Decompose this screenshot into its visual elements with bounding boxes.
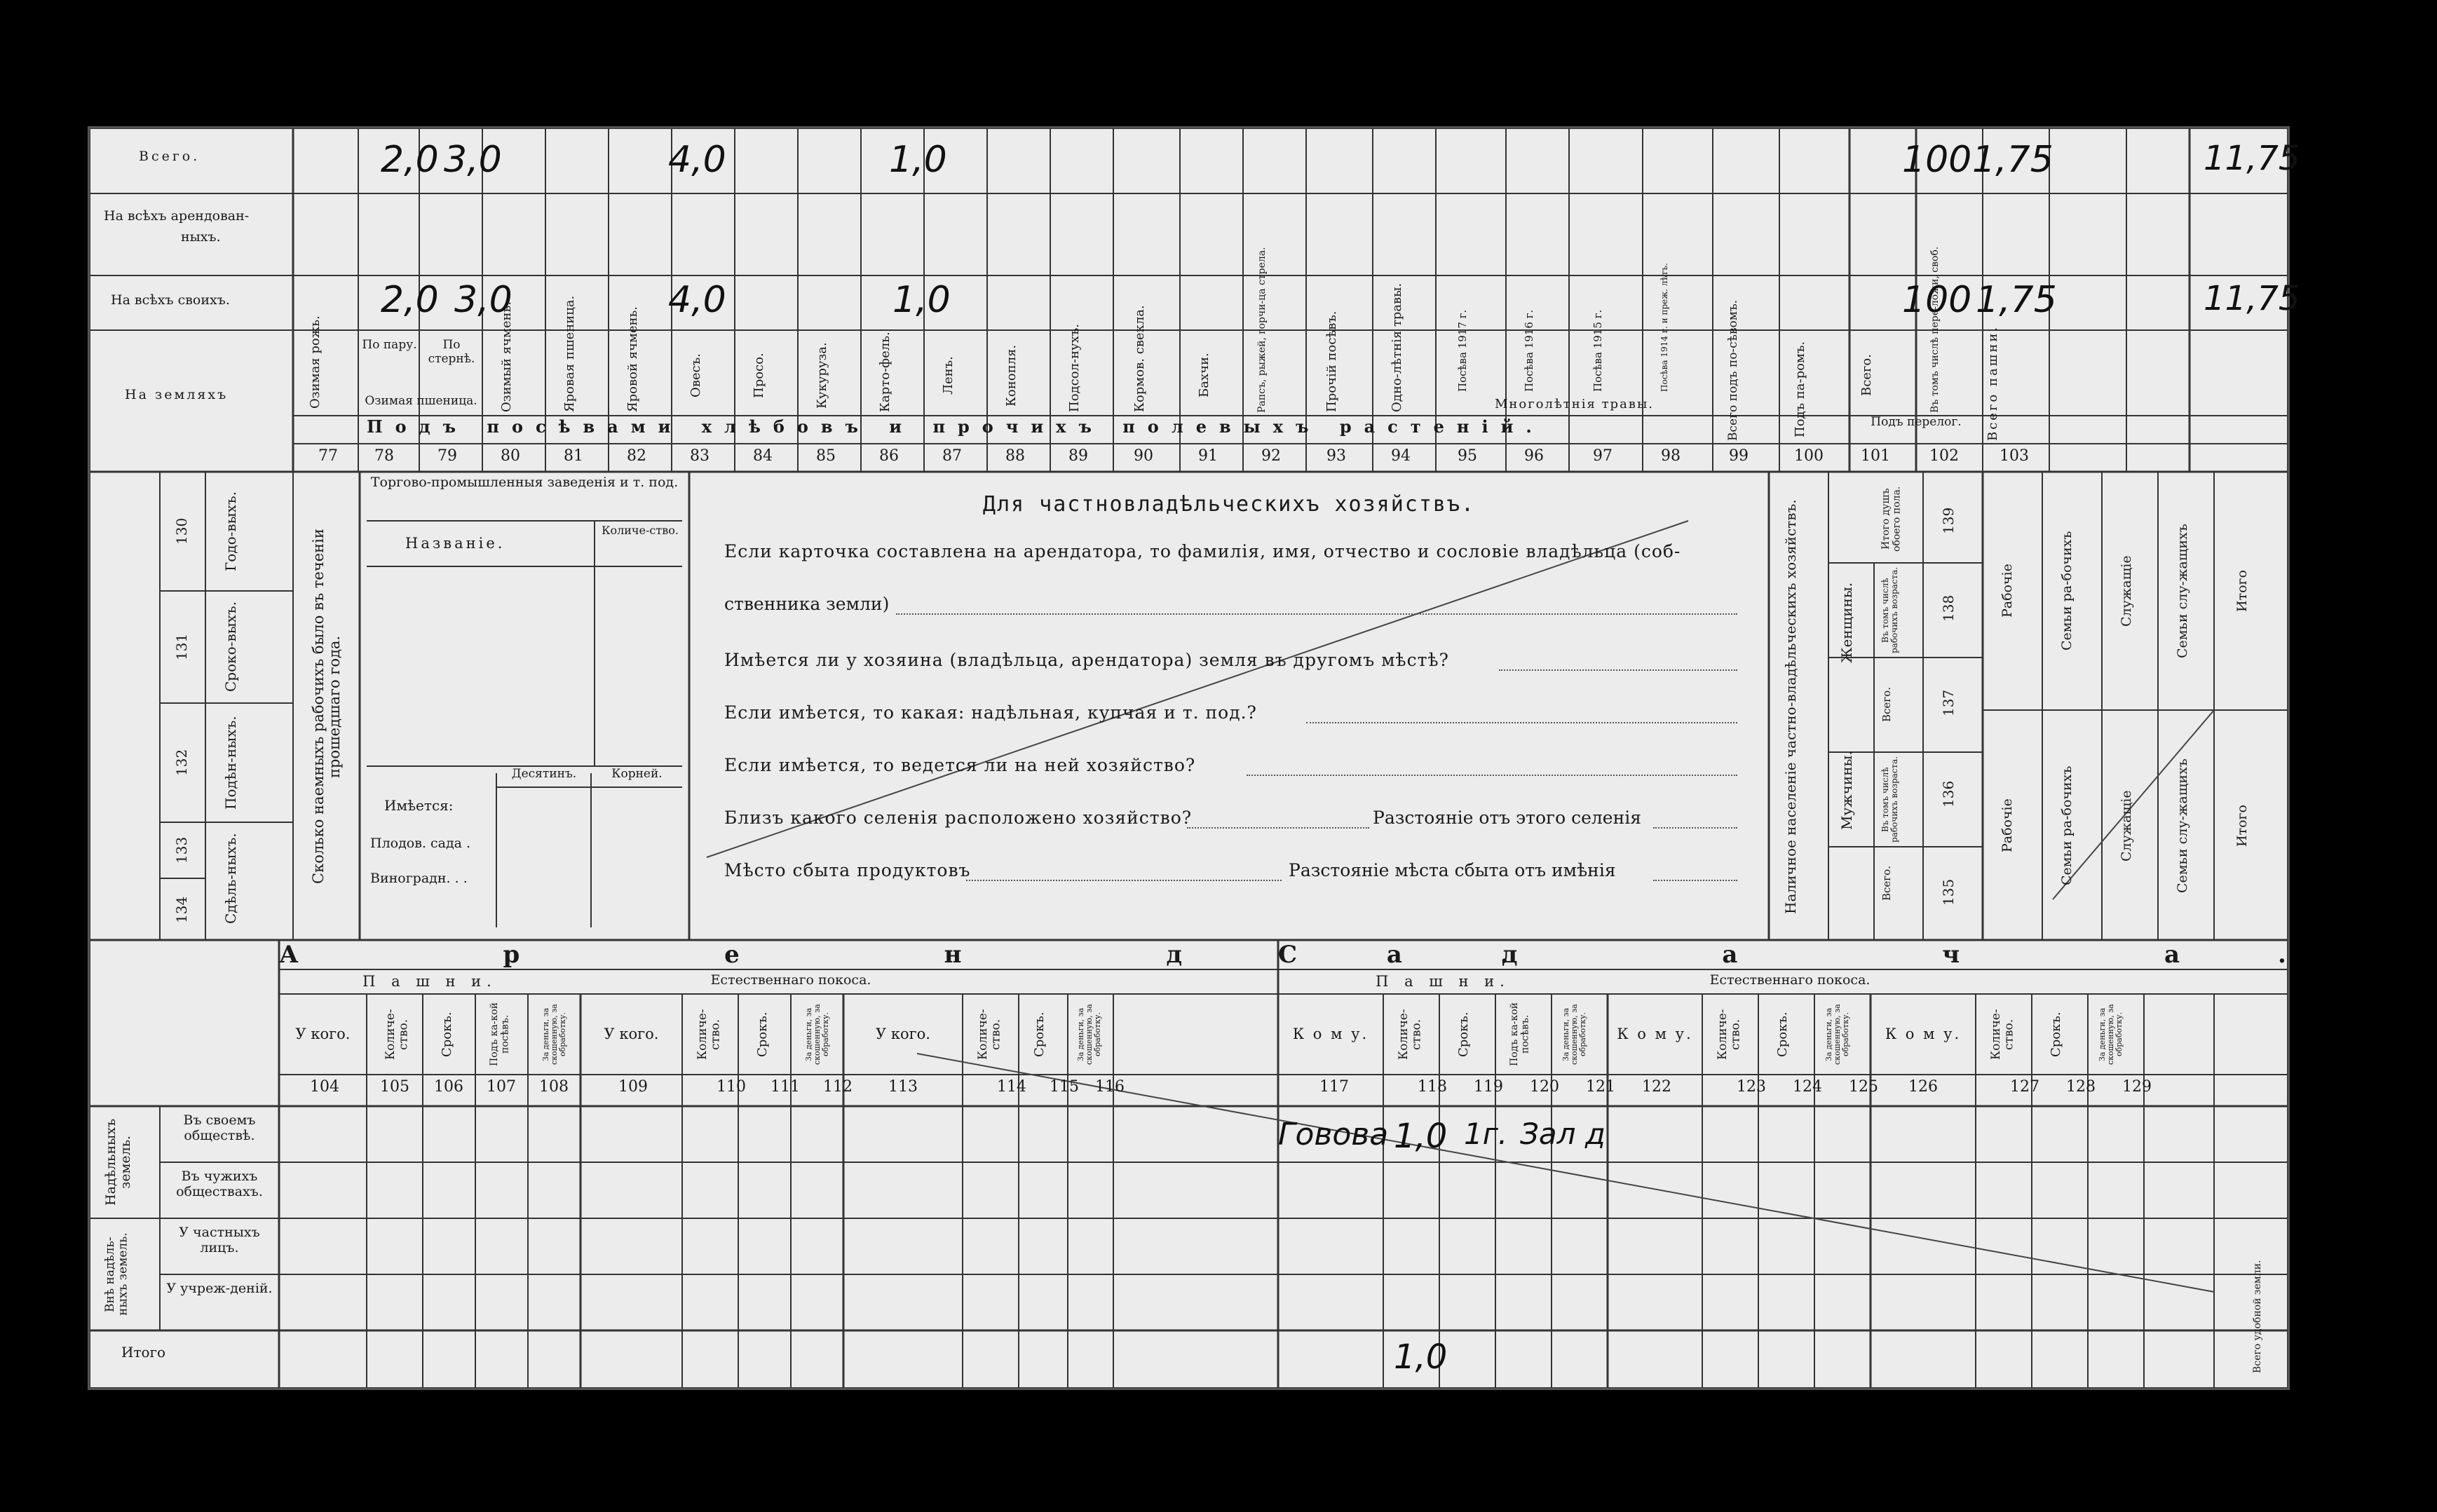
col-num-91: 91 [1198, 447, 1218, 465]
form-q5b: Разстоянiе отъ этого селенiя [1373, 808, 1642, 828]
population-vtom-zh: Въ томъ числѣ рабочихъ возраста. [1880, 566, 1900, 654]
bottom-col-numbers [279, 1078, 2214, 1103]
population-num-136: 136 [1940, 780, 1957, 808]
sdacha-kolich-2: Количе-ство. [1716, 1009, 1743, 1060]
col-num-78: 78 [374, 447, 394, 465]
hired-num-133: 133 [173, 836, 190, 864]
col-num-114: 114 [997, 1078, 1026, 1096]
hw-komu-name: Говова [1278, 1117, 1389, 1152]
col-num-92: 92 [1261, 447, 1281, 465]
col-num-121: 121 [1586, 1078, 1615, 1096]
col-header-yarovaya-pshenitsa: Яровая пшеница. [562, 295, 577, 412]
right-col-sluzh-top: Служащiе [2119, 555, 2134, 627]
col-header-perelog-v-tom: Въ томъ числѣ пере-ложи, своб. [1929, 246, 1941, 413]
row-v-chuzhikh: Въ чужихъ обществахъ. [176, 1169, 263, 1199]
hired-num-131: 131 [173, 633, 190, 661]
band-pod-posevami: Подъ посѣвами хлѣбовъ и прочихъ полевыхъ растенiй. [367, 416, 1545, 437]
arenda-srok-2: Срокъ. [755, 1012, 770, 1057]
arenda-header: А р е н д а. [279, 941, 1607, 969]
census-card [88, 126, 2384, 1390]
sdacha-za-den-2: За деньги, за скошенную, за обработку. [1824, 1004, 1851, 1065]
arenda-kolich-2: Количе-ство. [695, 1009, 723, 1060]
trade-vinograd: Виноградн. . . [370, 871, 468, 886]
col-num-100: 100 [1794, 447, 1824, 465]
sdacha-header: С д а ч а. [1278, 941, 2384, 969]
form-q6: Мѣсто сбыта продуктовъ [724, 860, 971, 880]
sdacha-komu-1: К о м у. [1292, 1026, 1369, 1042]
col-header-prochiy-posev: Прочiй посѣвъ. [1324, 311, 1339, 412]
col-num-108: 108 [539, 1078, 569, 1096]
form-q6b-line [1653, 880, 1737, 881]
hw-svoikh-pod-posevom: 100 [1902, 279, 1972, 321]
hired-podennykh: Подѣн-ныхъ. [222, 716, 239, 810]
form-q6-line [966, 880, 1282, 881]
col-header-yarovoy-yachmen: Яровой ячмень. [625, 306, 640, 412]
col-num-98: 98 [1661, 447, 1681, 465]
form-q1: Если карточка составлена на арендатора, то фамилiя, имя, отчество и сословiе владѣльца (соб- [724, 541, 1681, 561]
col-num-118: 118 [1418, 1078, 1447, 1096]
form-q3: Если имѣется, то какая: надѣльная, купчая и т. под.? [724, 702, 1257, 723]
col-header-po-sterne: По стернѣ. [428, 338, 475, 366]
row-v-svoem: Въ своемъ обществѣ. [183, 1112, 256, 1143]
trade-korney: Корней. [611, 767, 663, 781]
population-num-138: 138 [1940, 594, 1957, 622]
col-num-119: 119 [1474, 1078, 1503, 1096]
col-num-88: 88 [1005, 447, 1025, 465]
col-num-103: 103 [2000, 447, 2029, 465]
col-num-97: 97 [1593, 447, 1613, 465]
col-num-126: 126 [1908, 1078, 1938, 1096]
hired-num-130: 130 [173, 517, 190, 545]
hw-sdacha-srok: 1г. [1464, 1117, 1508, 1151]
arenda-pashni: П а ш н и. [362, 973, 497, 990]
col-num-104: 104 [310, 1078, 339, 1096]
right-col-rabochie-top: Рабочiе [2000, 564, 2015, 618]
population-vsego-m: Всего. [1880, 866, 1893, 901]
col-num-80: 80 [501, 447, 520, 465]
arenda-kolich-3: Количе-ство. [976, 1009, 1003, 1060]
arenda-u-kogo-3: У кого. [876, 1026, 930, 1042]
col-header-posev-1916: Посѣва 1916 г. [1523, 309, 1535, 392]
col-num-106: 106 [434, 1078, 463, 1096]
sdacha-pokos: Естественнаго покоса. [1709, 972, 1871, 988]
arenda-u-kogo-1: У кого. [295, 1026, 351, 1042]
right-col-itogo-bottom: Итого [2234, 805, 2250, 847]
hw-vsego-pashni: 11,75 [2204, 139, 2300, 178]
col-num-117: 117 [1319, 1078, 1349, 1096]
col-num-81: 81 [564, 447, 583, 465]
row-u-chastnykh: У частныхъ лицъ. [179, 1225, 260, 1255]
col-header-pod-parom: Подъ па-ромъ. [1793, 341, 1807, 438]
row-group-nadelnykh: Надѣльныхъ земель. [103, 1118, 133, 1206]
col-num-129: 129 [2122, 1078, 2152, 1096]
col-num-112: 112 [823, 1078, 853, 1096]
sdacha-srok-2: Срокъ. [1775, 1012, 1790, 1057]
right-col-rabochie-bottom: Рабочiе [2000, 798, 2015, 853]
hired-num-132: 132 [173, 749, 190, 777]
arenda-srok-1: Срокъ. [440, 1012, 454, 1057]
hw-sdacha-za: Зал д [1520, 1117, 1606, 1151]
hired-srokovykh: Сроко-выхъ. [222, 601, 239, 693]
col-header-vsego-pod-posevom: Всего подъ по-сѣвомъ. [1726, 299, 1740, 441]
col-header-len: Ленъ. [941, 356, 956, 395]
col-num-89: 89 [1068, 447, 1088, 465]
col-num-105: 105 [380, 1078, 409, 1096]
right-col-itogo-top: Итого [2234, 570, 2250, 612]
subheader-ozimaya-pshenitsa: Озимая пшеница. [365, 394, 477, 408]
hw-vsego-po-paru: 2,0 [381, 139, 439, 181]
row-label-arendovannykh: На всѣхъ арендован- [104, 208, 250, 224]
form-q2-line [1499, 669, 1737, 671]
col-num-128: 128 [2066, 1078, 2096, 1096]
subheader-pod-perelog: Подъ перелог. [1871, 415, 1962, 429]
arenda-pokos: Естественнаго покоса. [710, 972, 871, 988]
arenda-srok-3: Срокъ. [1032, 1012, 1047, 1057]
sdacha-srok-1: Срокъ. [1456, 1012, 1471, 1057]
col-num-77: 77 [318, 447, 338, 465]
hw-svoikh-pod-parom: 1,75 [1976, 279, 2057, 321]
row-label-arendovannykh-2: ныхъ. [181, 229, 221, 245]
row-itogo: Итого [121, 1344, 166, 1361]
col-num-107: 107 [487, 1078, 516, 1096]
sdacha-za-den-1: За деньги, за скошенную, за обработку. [1561, 1004, 1588, 1065]
form-q5b-line [1653, 827, 1737, 829]
hw-svoikh-kukuruza: 1,0 [892, 279, 951, 321]
hw-vsego-yarovoy-yachmen: 4,0 [668, 139, 726, 181]
col-header-kormov-svekla: Кормов. свекла. [1132, 305, 1147, 412]
form-q2: Имѣется ли у хозяина (владѣльца, арендатора) земля въ другомъ мѣстѣ? [724, 650, 1449, 670]
col-num-82: 82 [627, 447, 646, 465]
sdacha-srok-3: Срокъ. [2049, 1012, 2063, 1057]
form-q1b: ственника земли) [724, 594, 890, 614]
hw-vsego-po-sterne: 3,0 [444, 139, 502, 181]
col-num-110: 110 [717, 1078, 746, 1096]
row-label-svoikh: На всѣхъ своихъ. [111, 292, 230, 308]
arenda-pod-posev: Подъ ка-кой посѣвъ. [489, 1002, 511, 1066]
col-header-bakhchi: Бахчи. [1197, 353, 1211, 398]
col-num-99: 99 [1729, 447, 1749, 465]
col-header-po-paru: По пару. [362, 338, 417, 352]
trade-desyatin: Десятинъ. [511, 767, 577, 781]
top-col-numbers [293, 447, 2190, 468]
row-u-uchrezhdeniy: У учреж-денiй. [166, 1281, 273, 1296]
hw-vsego-kukuruza: 1,0 [889, 139, 947, 181]
col-num-101: 101 [1861, 447, 1890, 465]
hw-sdacha-kolichestvo: 1,0 [1394, 1117, 1448, 1156]
form-q3-line [1306, 722, 1737, 723]
sdacha-pod-posev: Подъ ка-кой посѣвъ. [1509, 1002, 1531, 1066]
population-vtom-m: Въ томъ числѣ рабочихъ возраста. [1880, 756, 1900, 843]
col-num-111: 111 [771, 1078, 800, 1096]
col-header-raps: Рапсъ, рыжей, горчи-ца стрела. [1256, 247, 1268, 413]
arenda-kolich-1: Количе-ство. [383, 1009, 411, 1060]
row-label-na-zemlyakh: На земляхъ [125, 387, 229, 402]
right-col-semi-rab-bottom: Семьи ра-бочихъ [2059, 765, 2075, 886]
col-header-konoplya: Конопля. [1004, 344, 1019, 407]
col-header-odnoletnie-travy: Одно-лѣтнiя травы. [1390, 282, 1404, 412]
arenda-za-den-2: За деньги, за скошенную, за обработку. [804, 1004, 831, 1065]
trade-qty-header: Количе-ство. [602, 524, 679, 537]
trade-plod-sad: Плодов. сада . [370, 836, 471, 851]
population-itogo: Итого душъ обоего пола. [1880, 486, 1903, 552]
population-num-137: 137 [1940, 689, 1957, 717]
col-num-109: 109 [618, 1078, 648, 1096]
right-col-semi-rab-top: Семьи ра-бочихъ [2059, 531, 2075, 651]
col-header-proso: Просо. [752, 353, 766, 398]
col-header-kartofel: Карто-фель. [878, 332, 892, 412]
col-num-116: 116 [1095, 1078, 1125, 1096]
col-num-102: 102 [1929, 447, 1959, 465]
right-col-sluzh-bottom: Служащiе [2119, 790, 2134, 861]
hw-svoikh-po-sterne: 3,0 [454, 279, 512, 321]
population-num-139: 139 [1940, 507, 1957, 535]
col-num-120: 120 [1530, 1078, 1559, 1096]
sdacha-za-den-3: За деньги, за скошенную, за обработку. [2098, 1004, 2124, 1065]
population-zhen: Женщины. [1838, 582, 1855, 663]
col-num-93: 93 [1326, 447, 1346, 465]
trade-imeetsya: Имѣется: [384, 797, 454, 814]
col-num-90: 90 [1134, 447, 1153, 465]
trade-title: Торгово-промышленныя заведенiя и т. под. [370, 475, 679, 490]
population-muzh: Мужчины. [1838, 751, 1855, 831]
form-q5-line [1187, 827, 1369, 829]
col-num-115: 115 [1050, 1078, 1079, 1096]
col-header-ozimaya-rozh: Озимая рожь. [308, 315, 323, 409]
right-col-semi-sluzh-top: Семьи слу-жащихъ [2175, 524, 2190, 658]
right-edge-vsego-udobnoy: Всего удобной земли. [2252, 1260, 2263, 1373]
col-num-84: 84 [753, 447, 773, 465]
subheader-mnogoletnie-travy: Многолѣтнiя травы. [1494, 397, 1654, 411]
sdacha-komu-2: К о м у. [1617, 1026, 1693, 1042]
hired-godovykh: Годо-выхъ. [222, 491, 239, 571]
trade-name-header: Названiе. [405, 535, 505, 552]
form-q4: Если имѣется, то ведется ли на ней хозяйство? [724, 755, 1196, 775]
col-header-posev-1915: Посѣва 1915 г. [1591, 309, 1604, 392]
row-label-vsego: Всего. [139, 149, 201, 164]
arenda-za-den-3: За деньги, за скошенную, за обработку. [1076, 1004, 1103, 1065]
arenda-u-kogo-2: У кого. [604, 1026, 659, 1042]
col-num-87: 87 [942, 447, 962, 465]
form-title: Для частновладѣльческихъ хозяйствъ. [982, 492, 1476, 517]
col-header-posev-1914: Посѣва 1914 г. и преж. лѣтъ. [1659, 263, 1669, 392]
col-num-94: 94 [1391, 447, 1411, 465]
population-vsego-zh: Всего. [1880, 687, 1893, 723]
sdacha-komu-3: К о м у. [1885, 1026, 1962, 1042]
form-q4-line [1247, 775, 1737, 776]
col-num-124: 124 [1793, 1078, 1822, 1096]
col-header-perelog-vsego: Всего. [1859, 354, 1874, 397]
hired-sdelnykh: Сдѣль-ныхъ. [222, 833, 239, 924]
col-num-125: 125 [1849, 1078, 1878, 1096]
col-num-96: 96 [1524, 447, 1544, 465]
form-q1-line [896, 613, 1737, 615]
population-title: Наличное населенiе частно-владѣльческихъ хозяйствъ. [1782, 499, 1799, 914]
hired-workers-title: Сколько наемныхъ рабочихъ было въ теченiи прошедшаго года. [310, 529, 344, 885]
col-header-kukuruza: Кукуруза. [815, 342, 829, 409]
col-num-85: 85 [816, 447, 836, 465]
col-num-83: 83 [690, 447, 710, 465]
col-header-posev-1917: Посѣва 1917 г. [1456, 309, 1469, 392]
sdacha-kolich-1: Количе-ство. [1397, 1009, 1424, 1060]
col-num-79: 79 [437, 447, 457, 465]
hw-vsego-pod-posevom: 100 [1902, 139, 1972, 181]
col-header-ozimy-yachmen: Озимый ячмень. [499, 301, 514, 412]
col-num-122: 122 [1642, 1078, 1671, 1096]
col-num-113: 113 [888, 1078, 918, 1096]
row-group-vne-nadelnykh: Внѣ надѣль-ныхъ земель. [103, 1232, 130, 1316]
col-num-95: 95 [1458, 447, 1477, 465]
hw-itogo-kolichestvo: 1,0 [1394, 1337, 1448, 1377]
col-header-oves: Овесъ. [688, 353, 703, 397]
col-num-86: 86 [879, 447, 899, 465]
right-col-semi-sluzh-bottom: Семьи слу-жащихъ [2175, 758, 2190, 893]
hired-num-134: 134 [173, 896, 190, 924]
sdacha-pashni: П а ш н и. [1376, 973, 1510, 990]
col-num-123: 123 [1737, 1078, 1766, 1096]
population-num-135: 135 [1940, 878, 1957, 906]
col-header-vsego-pashni: Всего пашни. [1985, 325, 2000, 441]
arenda-za-den-1: За деньги, за скошенную, за обработку. [541, 1004, 568, 1065]
form-q6b: Разстоянiе мѣста сбыта отъ имѣнiя [1289, 860, 1616, 880]
sdacha-kolich-3: Количе-ство. [1989, 1009, 2016, 1060]
col-header-podsolnukh: Подсол-нухъ. [1067, 324, 1082, 412]
hw-vsego-pod-parom: 1,75 [1972, 139, 2054, 181]
col-num-127: 127 [2010, 1078, 2039, 1096]
hw-svoikh-pashni: 11,75 [2204, 279, 2300, 318]
form-q5: Близъ какого селенiя расположено хозяйство? [724, 808, 1193, 828]
hw-svoikh-po-paru: 2,0 [381, 279, 439, 321]
hw-svoikh-yarovoy-yachmen: 4,0 [668, 279, 726, 321]
